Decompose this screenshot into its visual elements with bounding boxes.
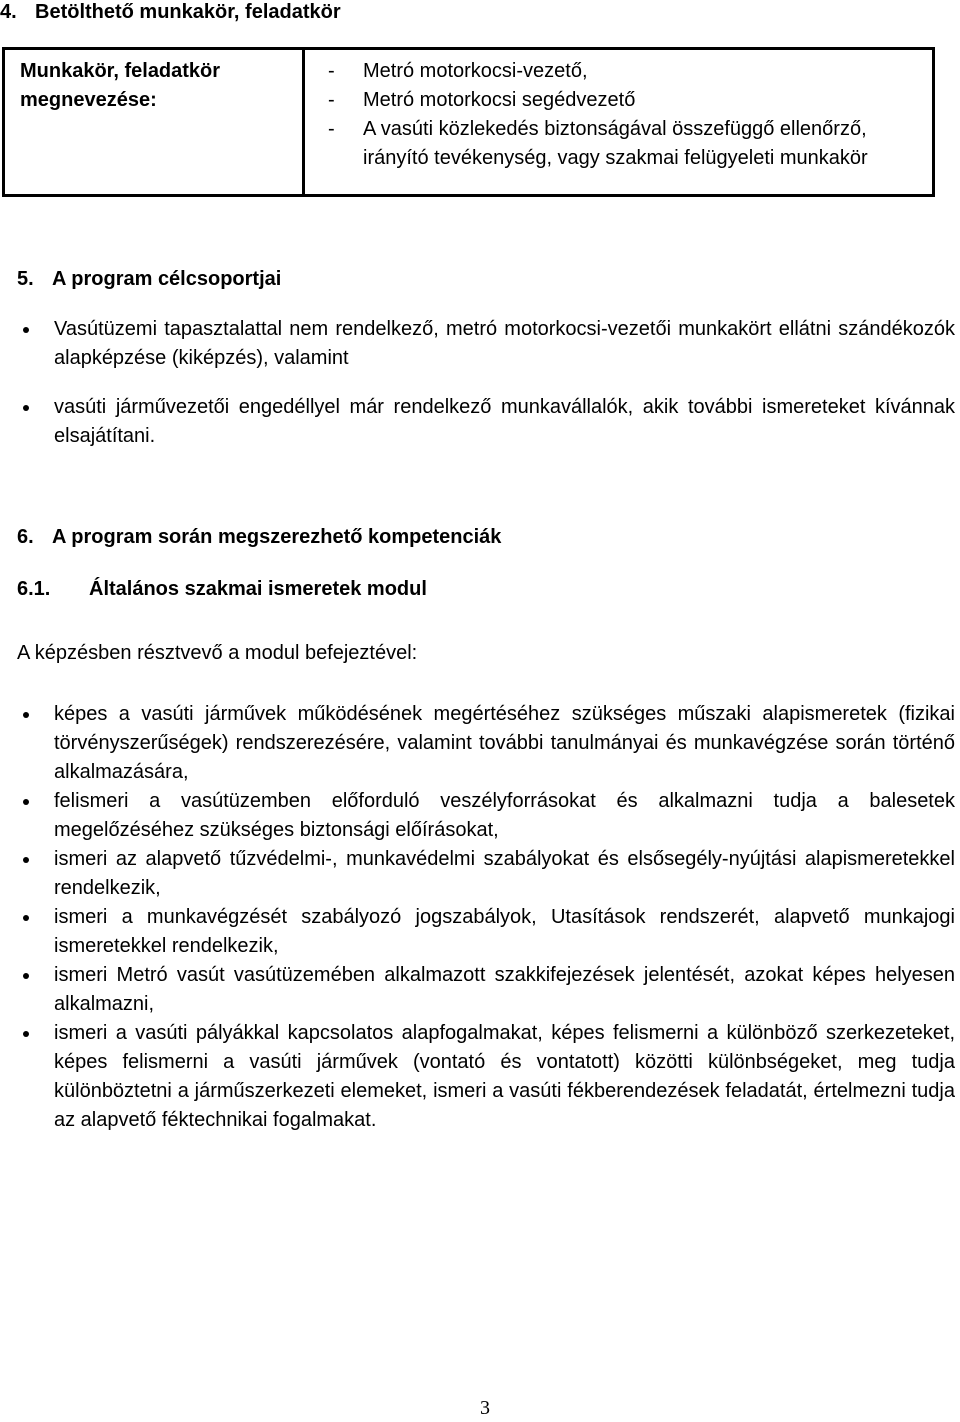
job-role-text: Metró motorkocsi segédvezető [363,89,636,111]
dash-marker: - [328,118,335,140]
bullet-icon [23,915,29,921]
section-4-heading [0,0,341,24]
dash-marker: - [328,60,335,82]
list-item-text: ismeri a munkavégzését szabályozó jogszabályok, Utasítások rendszerét, alapvető munkajogi ismeretekkel rendelkezik, [54,906,955,957]
section-number: 6.1. [17,578,51,600]
list-item-text: Vasútüzemi tapasztalattal nem rendelkező, metró motorkocsi-vezetői munkakört ellátni szándékozók alapképzése (kiképzés), valamint [54,318,955,369]
bullet-icon [23,973,29,979]
job-role-label: Munkakör, feladatkör megnevezése: [4,49,304,196]
list-item-text: képes a vasúti járművek működésének megértéséhez szükséges műszaki alapismeretek (fizikai törvényszerűségek) rendszerezésére, valamint további tanulmányai és munkavégzése során történő alkalmazására, [54,703,955,783]
section-title: Általános szakmai ismeretek modul [89,578,427,600]
job-role-text: A vasúti közlekedés biztonságával összefüggő ellenőrző, irányító tevékenység, vagy szakmai felügyeleti munkakör [363,118,868,169]
job-role-text: Metró motorkocsi-vezető, [363,60,588,82]
job-role-item [328,115,932,173]
competency-list [0,700,955,1135]
list-item [0,1019,955,1135]
section-6-1-heading [17,577,427,601]
section-title: A program során megszerezhető kompetenciák [52,526,502,548]
list-item-text: vasúti járművezetői engedéllyel már rendelkező munkavállalók, akik további ismereteket kívánnak elsajátítani. [54,396,955,447]
dash-marker: - [328,89,335,111]
list-item [0,700,955,787]
section-5-heading [17,267,281,291]
target-group-list [0,315,955,451]
list-item-text: felismeri a vasútüzemben előforduló veszélyforrásokat és alkalmazni tudja a balesetek megelőzéséhez szükséges biztonsági előírásokat, [54,790,955,841]
section-title: A program célcsoportjai [52,268,282,290]
section-6-heading [17,525,501,549]
list-item [0,961,955,1019]
bullet-icon [23,327,29,333]
module-intro: A képzésben résztvevő a modul befejeztével: [17,642,418,664]
section-title: Betölthető munkakör, feladatkör [35,1,341,23]
bullet-icon [23,1031,29,1037]
list-item-text: ismeri az alapvető tűzvédelmi-, munkavédelmi szabályokat és elsősegély-nyújtási alapismeretekkel rendelkezik, [54,848,955,899]
list-item [0,315,955,373]
job-role-values [304,49,934,196]
list-item [0,393,955,451]
list-item [0,845,955,903]
list-item [0,903,955,961]
bullet-icon [23,712,29,718]
job-role-item [328,86,932,115]
bullet-icon [23,799,29,805]
list-item-text: ismeri Metró vasút vasútüzemében alkalmazott szakkifejezések jelentését, azokat képes helyesen alkalmazni, [54,964,955,1015]
section-number: 5. [17,268,34,290]
job-role-list [328,57,932,173]
section-number: 6. [17,526,34,548]
page-number: 3 [480,1397,490,1419]
bullet-icon [23,405,29,411]
job-role-item [328,57,932,86]
list-item [0,787,955,845]
list-item-text: ismeri a vasúti pályákkal kapcsolatos alapfogalmakat, képes felismerni a különböző szerkezeteket, képes felismerni a vasúti járművek (vontató és vontatott) közötti különbségeket, meg tudja különböztetni a járműszerkezeti elemeket, ismeri a vasúti fékberendezések feladatát, értelmezni tudja az alapvető féktechnikai fogalmakat. [54,1022,955,1131]
job-role-table [2,47,935,197]
bullet-icon [23,857,29,863]
section-number: 4. [0,1,17,23]
